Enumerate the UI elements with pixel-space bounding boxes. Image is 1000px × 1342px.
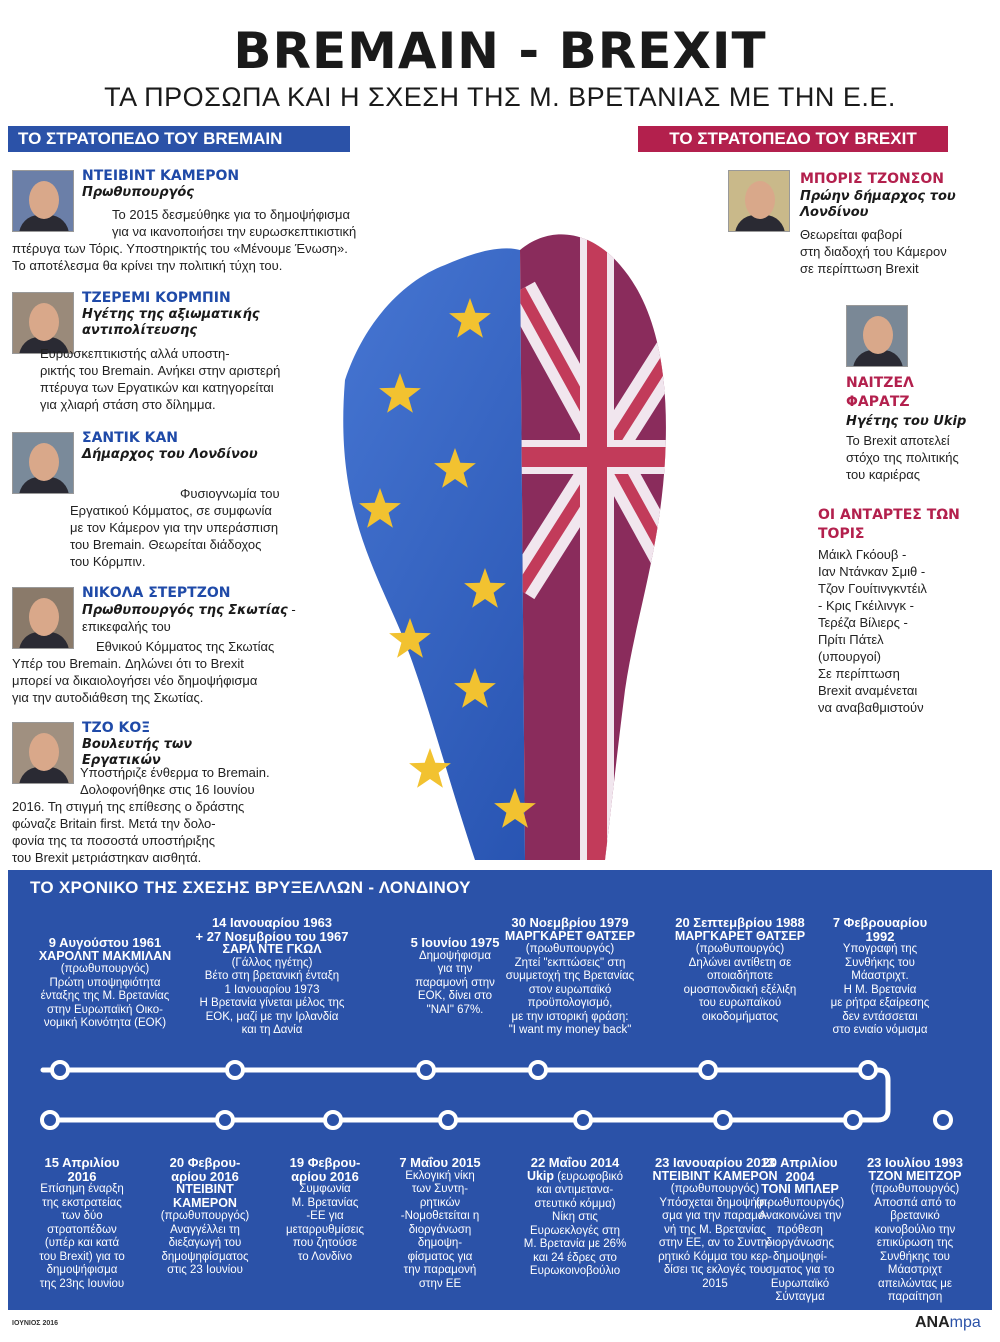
- person-description-line: του καριέρας: [846, 467, 921, 482]
- person-description-line: Ευρωσκεπτικιστής αλλά υποστη-: [40, 346, 230, 361]
- event-text-line: δίσει τις εκλογές του: [663, 1264, 767, 1276]
- person-description-line: μπορεί να δικαιολογήσει νέο δημοψήφισμα: [12, 673, 258, 688]
- event-text-line: βρετανικό: [890, 1210, 940, 1222]
- event-text-line: Συμφωνία: [299, 1183, 351, 1195]
- event-person: ΝΤΕΙΒΙΝΤ: [176, 1182, 234, 1196]
- timeline-event: [269, 1156, 381, 1264]
- timeline-event: [149, 1156, 261, 1278]
- timeline-event: [519, 1156, 631, 1279]
- group-name: ΟΙ ΑΝΤΑΡΤΕΣ ΤΩΝ ΤΟΡΙΣ: [818, 507, 960, 542]
- page-title: BREMAIN - BREXIT: [233, 22, 767, 80]
- event-person: ΝΤΕΙΒΙΝΤ ΚΑΜΕΡΟΝ: [652, 1168, 778, 1183]
- event-text-line: που ζητούσε: [292, 1237, 358, 1249]
- event-text-line: Μάαστριχτ.: [851, 970, 909, 982]
- person-role: Πρωθυπουργός της Σκωτίας - επικεφαλής του: [82, 602, 296, 634]
- timeline-event: [20, 936, 190, 1031]
- timeline-marker[interactable]: [215, 1110, 235, 1130]
- person-description-line: στόχο της πολιτικής: [846, 450, 959, 465]
- event-text-line: Πρώτη υποψηφιότητα: [49, 976, 161, 989]
- event-text-line: (πρωθυπουργός): [60, 963, 150, 975]
- person-description-line: Υποστήριζε ένθερμα το Bremain.: [80, 765, 270, 780]
- event-text-line: οικοδομήματος: [701, 1010, 779, 1023]
- person-description-line: πτέρυγα των Εργατικών και κατηγορείται: [40, 380, 274, 395]
- group-description-line: Πρίτι Πάτελ: [818, 632, 884, 647]
- person-description-line: με τον Κάμερον για την υπεράσπιση: [70, 520, 279, 535]
- event-text-line: στον ευρωπαϊκό: [528, 983, 612, 996]
- event-date: 20 Φεβρου-: [169, 1155, 241, 1170]
- event-date: 15 Απριλίου: [44, 1155, 120, 1170]
- event-text-line: της εκστρατείας: [42, 1196, 122, 1209]
- event-person: Ukip (ευρωφοβικό: [526, 1168, 624, 1183]
- page-subtitle: ΤΑ ΠΡΟΣΩΠΑ ΚΑΙ Η ΣΧΕΣΗ ΤΗΣ Μ. ΒΡΕΤΑΝΙΑΣ ΜΕ ΤΗΝ Ε.Ε.: [104, 82, 896, 112]
- person-description-line: Το αποτέλεσμα θα κρίνει την πολιτική τύχη του.: [12, 258, 283, 273]
- group-description-line: Τζον Γουίτινγκντέιλ: [818, 581, 927, 596]
- event-text-line: (πρωθυπουργός): [670, 1183, 760, 1195]
- person-role: Δήμαρχος του Λονδίνου: [82, 447, 258, 462]
- timeline-event: [384, 1156, 496, 1291]
- event-text-line: στρατοπέδων: [47, 1223, 117, 1236]
- event-text-line: Μάαστριχτ: [887, 1264, 943, 1276]
- event-text-line: 1 Ιανουαρίου 1973: [224, 983, 320, 996]
- timeline-marker[interactable]: [698, 1060, 718, 1080]
- event-text-line: στις 23 Ιουνίου: [167, 1264, 243, 1276]
- event-text-line: των δύο: [61, 1210, 103, 1222]
- event-text-line: συμμετοχή της Βρετανίας: [505, 970, 635, 982]
- event-date-extra: 2016: [67, 1168, 97, 1184]
- event-person: ΣΑΡΛ ΝΤΕ ΓΚΩΛ: [222, 942, 322, 956]
- event-person-extra: ΚΑΜΕΡΟΝ: [173, 1195, 237, 1210]
- timeline-marker[interactable]: [416, 1060, 436, 1080]
- person-description-line: για την αυτοδιάθεση της Σκωτίας.: [12, 690, 204, 705]
- event-text-line: στην ΕΕ: [418, 1277, 462, 1290]
- event-text-line: 2015: [702, 1277, 728, 1290]
- person-description-line: Το Brexit αποτελεί: [846, 433, 950, 448]
- event-text-line: Υπόσχεται δημοψήφι-: [659, 1196, 771, 1209]
- timeline-event: [744, 1156, 856, 1305]
- event-text-line: διοργάνωσης: [765, 1237, 835, 1249]
- event-text-line: ρητικό Κόμμα του κερ-: [658, 1250, 772, 1263]
- person-description-line: Το 2015 δεσμεύθηκε για το δημοψήφισμα: [112, 207, 351, 222]
- event-date: 23 Ιανουαρίου 2013: [654, 1155, 776, 1170]
- group-description-line: Σε περίπτωση: [818, 666, 900, 681]
- event-text-line: για την: [437, 963, 473, 975]
- event-person: ΜΑΡΓΚΑΡΕΤ ΘΑΤΣΕΡ: [504, 928, 636, 943]
- event-date: 20 Σεπτεμβρίου 1988: [675, 915, 805, 930]
- person-description-line: Υπέρ του Bremain. Δηλώνει ότι το Brexit: [12, 656, 244, 671]
- event-text-line: Συνθήκης του: [845, 956, 915, 969]
- event-text-line: Δημοψήφισμα: [418, 949, 492, 962]
- event-text-line: Αποσπά από το: [874, 1196, 956, 1209]
- person-description-line: Θεωρείται φαβορί: [800, 227, 903, 242]
- event-text-line: το Λονδίνο: [297, 1250, 353, 1263]
- portrait-photo: [12, 170, 74, 232]
- person-description-line: φονία της τα ποσοστά υποστήριξης: [12, 833, 215, 848]
- event-text-line: (πρωθυπουργός): [755, 1196, 845, 1209]
- event-text-line: στην Ευρωπαϊκή Οικο-: [47, 1003, 163, 1016]
- event-text-line: φίσματος για: [407, 1250, 473, 1263]
- event-text-line: δημοψη-: [417, 1237, 463, 1249]
- event-date-extra: αρίου 2016: [291, 1168, 359, 1184]
- person-description-line: στη διαδοχή του Κάμερον: [800, 244, 947, 259]
- event-text-line: ρητικών: [419, 1196, 461, 1209]
- timeline-marker[interactable]: [528, 1060, 548, 1080]
- event-text-line: οποιαδήποτε: [706, 970, 774, 982]
- event-text-line: (πρωθυπουργός): [160, 1210, 250, 1222]
- group-description-line: Τερέζα Βίλιερς -: [818, 615, 908, 630]
- event-person: ΤΖΟΝ ΜΕΙΤΖΟΡ: [868, 1168, 962, 1183]
- event-text-line: Συνθήκης του: [880, 1250, 950, 1263]
- group-description-line: Brexit αναμένεται: [818, 683, 918, 698]
- event-text-line: Μ. Βρετανίας: [291, 1196, 359, 1209]
- event-text-line: Υπογραφή της: [842, 943, 918, 955]
- event-text-line: και τη Δανία: [241, 1024, 303, 1036]
- timeline-event: [795, 916, 965, 1038]
- timeline-marker[interactable]: [40, 1110, 60, 1130]
- timeline-marker[interactable]: [573, 1110, 593, 1130]
- event-date-extra: αρίου 2016: [171, 1168, 239, 1184]
- event-text-line: νή της Μ. Βρετανίας: [664, 1223, 766, 1236]
- person-name: ΜΠΟΡΙΣ ΤΖΟΝΣΟΝ: [800, 171, 944, 187]
- person-role: Ηγέτης του Ukip: [846, 414, 967, 429]
- person-description-line: Εργατικού Κόμματος, σε συμφωνία: [70, 503, 272, 518]
- event-text-line: ομοσπονδιακή εξέλιξη: [683, 983, 797, 996]
- portrait-face: [863, 316, 893, 354]
- event-text-line: απειλώντας με: [877, 1277, 953, 1290]
- portrait-photo: [846, 305, 908, 367]
- portrait-photo: [12, 432, 74, 494]
- event-person: ΜΑΡΓΚΑΡΕΤ ΘΑΤΣΕΡ: [674, 928, 806, 943]
- timeline-marker[interactable]: [323, 1110, 343, 1130]
- timeline-marker[interactable]: [713, 1110, 733, 1130]
- event-text-line: Ανακοινώνει την: [758, 1210, 842, 1222]
- timeline-marker[interactable]: [843, 1110, 863, 1130]
- timeline-title: ΤΟ ΧΡΟΝΙΚΟ ΤΗΣ ΣΧΕΣΗΣ ΒΡΥΞΕΛΛΩΝ - ΛΟΝΔΙΝΟΥ: [30, 878, 471, 897]
- person-description-line: Δολοφονήθηκε στις 16 Ιουνίου: [80, 782, 255, 797]
- event-text-line: Σύνταγμα: [775, 1291, 825, 1303]
- event-text-line: δεν εντάσσεται: [842, 1010, 918, 1023]
- timeline-marker[interactable]: [858, 1060, 878, 1080]
- person-name: ΝΤΕΙΒΙΝΤ ΚΑΜΕΡΟΝ: [82, 168, 240, 184]
- event-text-line: προϋπολογισμό,: [527, 997, 613, 1009]
- portrait-photo: [728, 170, 790, 232]
- event-text-line: ένταξης της Μ. Βρετανίας: [40, 990, 170, 1002]
- portrait-face: [29, 443, 59, 481]
- event-text-line: Εκλογική νίκη: [405, 1169, 475, 1182]
- event-text-line: ΕΟΚ, δίνει στο: [417, 990, 493, 1002]
- event-date: 20 Απριλίου: [762, 1155, 838, 1170]
- event-text-line: με ρήτρα εξαίρεσης: [830, 997, 930, 1009]
- person-description-line: του Bremain. Θεωρείται διάδοχος: [70, 537, 262, 552]
- clasped-hands-illustration: [325, 170, 685, 860]
- event-date: 14 Ιανουαρίου 1963: [211, 915, 333, 930]
- event-text-line: -ΕΕ για: [306, 1210, 344, 1222]
- event-text-line: με την ιστορική φράση:: [511, 1010, 629, 1023]
- event-date: 7 Φεβρουαρίου: [832, 915, 928, 930]
- event-text-line: στο ενιαίο νόμισμα: [832, 1024, 928, 1036]
- event-date-extra: 1992: [865, 928, 895, 944]
- event-person: ΤΟΝΙ ΜΠΛΕΡ: [761, 1182, 839, 1196]
- timeline-event: [187, 916, 357, 1038]
- person-description-line: ρικτής του Bremain. Ανήκει στην αριστερή: [40, 363, 281, 378]
- group-description-line: Μάικλ Γκόουβ -: [818, 547, 907, 562]
- event-text-line: και αντιμετανα-: [536, 1184, 614, 1196]
- event-text-line: Η Μ. Βρετανία: [843, 983, 917, 996]
- event-date: 22 Μαΐου 2014: [530, 1155, 620, 1170]
- event-text-line: (υπέρ και κατά: [44, 1237, 120, 1249]
- timeline-event: [855, 1156, 975, 1305]
- event-date-extra: 2004: [785, 1168, 815, 1184]
- timeline-marker[interactable]: [438, 1110, 458, 1130]
- person-description-line: του Brexit μετριάστηκαν αισθητά.: [12, 850, 202, 865]
- event-text-line: μεταρρυθμίσεις: [285, 1223, 365, 1236]
- person-name: ΤΖΟ ΚΟΞ: [82, 720, 151, 736]
- event-text-line: (πρωθυπουργός): [695, 943, 785, 955]
- person-role: Ηγέτης της αξιωματικής αντιπολίτευσης: [82, 307, 260, 338]
- event-text-line: Επίσημη έναρξη: [40, 1183, 124, 1195]
- event-text-line: "ΝΑΙ" 67%.: [426, 1003, 484, 1016]
- event-text-line: δημοψηφί-: [772, 1250, 828, 1263]
- event-text-line: -Νομοθετείται η: [400, 1210, 480, 1222]
- timeline-event: [26, 1156, 138, 1291]
- event-text-line: της 23ης Ιουνίου: [39, 1277, 125, 1290]
- person-description-line: φώναζε Britain first. Μετά την δολο-: [12, 816, 216, 831]
- event-text-line: Ευρωεκλογές στη: [530, 1224, 620, 1237]
- event-date: 7 Μαΐου 2015: [399, 1155, 481, 1170]
- portrait-face: [29, 181, 59, 219]
- person-role: Πρωθυπουργός: [82, 185, 194, 200]
- timeline-marker[interactable]: [933, 1110, 953, 1130]
- footer-date: ΙΟΥΝΙΟΣ 2016: [12, 1320, 59, 1327]
- timeline-marker[interactable]: [50, 1060, 70, 1080]
- portrait-face: [29, 598, 59, 636]
- portrait-face: [29, 303, 59, 341]
- event-text-line: Δηλώνει αντίθετη σε: [688, 956, 792, 969]
- logo-part-mpa: mpa: [949, 1314, 981, 1331]
- brexit-camp-header: ΤΟ ΣΤΡΑΤΟΠΕΔΟ ΤΟΥ BREXIT: [638, 126, 948, 152]
- event-text-line: διεξαγωγή του: [168, 1237, 242, 1249]
- event-text-line: Βέτο στη βρετανική ένταξη: [204, 970, 340, 982]
- event-text-line: παραμονή στην: [415, 976, 495, 989]
- bremain-camp-header: ΤΟ ΣΤΡΑΤΟΠΕΔΟ ΤΟΥ BREMAIN: [8, 126, 350, 152]
- person-name: ΣΑΝΤΙΚ ΚΑΝ: [82, 430, 178, 446]
- event-person: ΧΑΡΟΛΝΤ ΜΑΚΜΙΛΑΝ: [38, 948, 172, 963]
- event-date: 5 Ιουνίου 1975: [410, 935, 500, 950]
- person-description-line: για χλιαρή στάση στο δίλημμα.: [40, 397, 216, 412]
- event-text-line: δημοψηφίσματος: [161, 1250, 249, 1263]
- portrait-face: [745, 181, 775, 219]
- event-text-line: του Brexit) για το: [39, 1250, 125, 1263]
- event-text-line: κοινοβούλιο την: [874, 1223, 956, 1236]
- person-description-line: για να ικανοποιήσει την ευρωσκεπτικιστική: [112, 224, 357, 239]
- event-text-line: στην ΕΕ, αν το Συντη-: [658, 1237, 772, 1249]
- event-person-suffix: (ευρωφοβικό: [554, 1170, 624, 1183]
- event-text-line: "I want my money back": [508, 1024, 632, 1036]
- event-text-line: των Συντη-: [411, 1183, 469, 1195]
- ana-mpa-logo: [915, 1314, 981, 1332]
- event-date: 19 Φεβρου-: [289, 1155, 361, 1170]
- person-description-line: σε περίπτωση Brexit: [800, 261, 919, 276]
- event-text-line: παραίτηση: [887, 1291, 943, 1303]
- person-name: ΝΙΚΟΛΑ ΣΤΕΡΤΖΟΝ: [82, 585, 231, 601]
- group-description-line: - Κρις Γκέιλινγκ -: [818, 598, 914, 613]
- portrait-photo: [12, 722, 74, 784]
- event-text-line: σμα για την παραμο-: [661, 1210, 769, 1222]
- event-text-line: (πρωθυπουργός): [525, 943, 615, 955]
- event-text-line: (Γάλλος ηγέτης): [231, 956, 313, 969]
- portrait-photo: [12, 587, 74, 649]
- event-text-line: Νίκη στις: [552, 1211, 598, 1223]
- logo-part-ana: ANA: [915, 1314, 950, 1331]
- person-description-line: του Κόρμπιν.: [70, 554, 146, 569]
- event-text-line: διοργάνωση: [408, 1223, 472, 1236]
- person-description-line: πτέρυγα των Τόρις. Υποστηρικτής του «Μένουμε Ένωση».: [12, 241, 348, 256]
- event-text-line: ΕΟΚ, μαζί με την Ιρλανδία: [205, 1010, 339, 1023]
- person-name: ΤΖΕΡΕΜΙ ΚΟΡΜΠΙΝ: [82, 290, 231, 306]
- group-description-line: (υπουργοί): [818, 649, 881, 664]
- event-text-line: επικύρωση της: [876, 1237, 954, 1249]
- person-role: Πρώην δήμαρχος του Λονδίνου: [800, 189, 956, 220]
- group-description-line: να αναβαθμιστούν: [818, 700, 924, 715]
- person-description-line: Φυσιογνωμία του: [180, 486, 280, 501]
- event-text-line: Ζητεί "εκπτώσεις" στη: [514, 956, 626, 969]
- event-date: 9 Αυγούστου 1961: [48, 935, 162, 950]
- event-date: 30 Νοεμβρίου 1979: [511, 915, 629, 930]
- event-text-line: σματος για το: [765, 1264, 835, 1276]
- event-text-line: Η Βρετανία γίνεται μέλος της: [199, 997, 345, 1009]
- event-text-line: Ευρωπαϊκό: [770, 1277, 830, 1290]
- event-date: 23 Ιουλίου 1993: [866, 1155, 964, 1170]
- timeline-marker[interactable]: [225, 1060, 245, 1080]
- event-date-extra: + 27 Νοεμβρίου του 1967: [195, 928, 349, 944]
- event-text-line: (πρωθυπουργός): [870, 1183, 960, 1195]
- event-text-line: την παραμονή: [403, 1264, 477, 1276]
- event-text-line: πρόθεση: [777, 1223, 823, 1236]
- person-name: ΝΑΙΤΖΕΛ ΦΑΡΑΤΖ: [846, 375, 914, 410]
- event-text-line: Αναγγέλλει τη: [170, 1223, 240, 1236]
- person-description-line: 2016. Τη στιγμή της επίθεσης ο δράστης: [12, 799, 245, 814]
- person-role: Βουλευτής των Εργατικών: [82, 737, 193, 768]
- event-text-line: Μ. Βρετανία με 26%: [523, 1238, 627, 1250]
- person-description-line: Εθνικού Κόμματος της Σκωτίας: [96, 639, 275, 654]
- timeline-event: [485, 916, 655, 1038]
- group-description-line: Ιαν Ντάνκαν Σμιθ -: [818, 564, 926, 579]
- event-text-line: νομική Κοινότητα (ΕΟΚ): [43, 1017, 167, 1029]
- event-text-line: δημοψήφισμα: [46, 1264, 118, 1276]
- event-text-line: στευτικό κόμμα): [534, 1197, 616, 1210]
- event-text-line: Ευρωκοινοβούλιο: [529, 1265, 621, 1277]
- event-text-line: του ευρωπαϊκού: [698, 997, 782, 1009]
- event-text-line: και 24 έδρες στο: [533, 1251, 617, 1264]
- portrait-face: [29, 733, 59, 771]
- person-role-suffix: - επικεφαλής του: [82, 602, 296, 634]
